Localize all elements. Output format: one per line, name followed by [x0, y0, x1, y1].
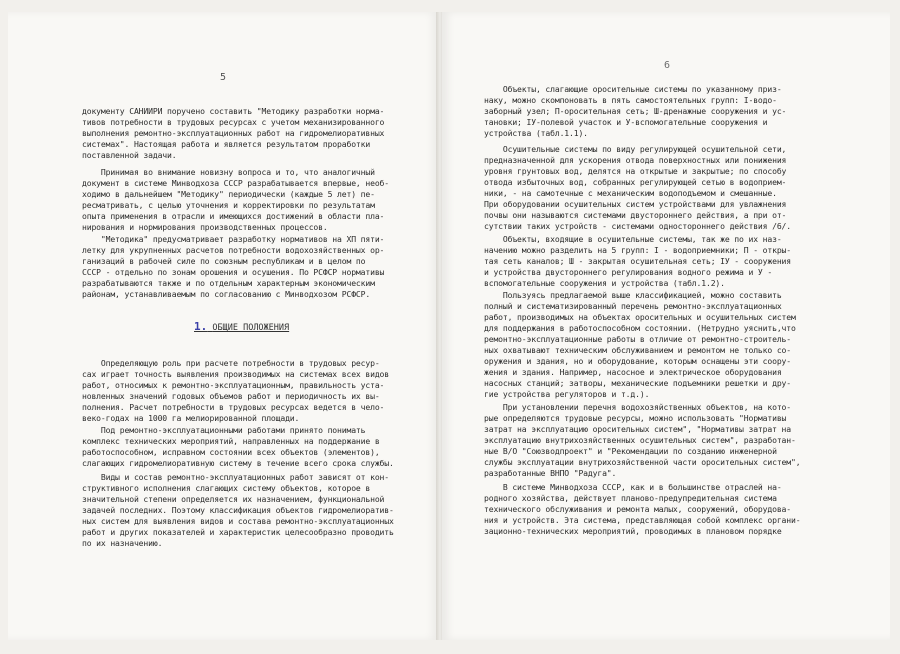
text-line: новленных значений годовых объемов работ и периодичность их вы-: [82, 391, 380, 401]
text-line: полнения. Расчет потребности в трудовых ресурсах ведется в чело-: [82, 402, 385, 412]
left-paragraph-5: [82, 425, 394, 469]
text-line: сутствии таких устройств - системами одностороннего действия /6/.: [484, 221, 791, 231]
text-line: гие устройства регуляторов и т.д.).: [484, 389, 650, 399]
text-line: для поддержания в работоспособном состоянии. (Нетрудно уяснить,что: [484, 323, 796, 333]
text-line: Виды и состав ремонтно-эксплуатационных работ зависят от кон-: [82, 472, 389, 482]
text-line: летку для укрупненных расчетов потребности водохозяйственных ор-: [82, 245, 385, 255]
text-line: слагающих гидромелиоративную систему в течение всего срока службы.: [82, 458, 394, 468]
text-line: Под ремонтно-эксплуатационными работами принято понимать: [82, 425, 366, 435]
text-line: нирования и нормирования производственных процессов.: [82, 222, 328, 232]
text-line: ные В/О "Союзводпроект" и "Рекомендации по созданию инженерной: [484, 446, 777, 456]
section-number: 1.: [194, 320, 208, 333]
text-line: ремонтно-эксплуатационные работы в отличие от ремонтно-строитель-: [484, 334, 791, 344]
text-line: выполнения ремонтно-эксплуатационных работ на гидромелиоративных: [82, 128, 385, 138]
right-paragraph-6: [484, 482, 800, 537]
text-line: почвы они называются системами двустороннего действия, а при от-: [484, 210, 787, 220]
text-line: Определяющую роль при расчете потребности в трудовых ресур-: [82, 358, 380, 368]
section-title: ОБЩИЕ ПОЛОЖЕНИЯ: [212, 323, 290, 333]
text-line: тановки; IУ-полевой участок и У-вспомогательные сооружения и: [484, 117, 768, 127]
left-page-number: 5: [220, 72, 227, 83]
text-line: предназначенной для ускорения отвода поверхностных или понижения: [484, 155, 787, 165]
text-line: эксплуатацию внутрихозяйственных осушительных систем", разработан-: [484, 435, 796, 445]
text-line: технического обслуживания и ремонта малых, сооружений, оборудова-: [484, 504, 791, 514]
left-paragraph-2: [82, 167, 389, 233]
text-line: тивов потребности в трудовых ресурсах с учетом механизированного: [82, 117, 385, 127]
left-paragraph-1: [82, 106, 384, 161]
text-line: опыта применения в отрасли и имеющихся достижений в области пла-: [82, 211, 385, 221]
text-line: ния и устройств. Эта система, представляющая собой комплекс органи-: [484, 515, 801, 525]
text-line: сах играет точность выявления производимых на системах всех видов: [82, 369, 389, 379]
text-line: рые определяются трудовые ресурсы, можно использовать "Нормативы: [484, 413, 787, 423]
text-line: ходимо в дальнейшем "Методику" периодически (каждые 5 лет) пе-: [82, 189, 375, 199]
text-line: оружения и здания, но и оборудование, которым оснащены эти соору-: [484, 356, 791, 366]
text-line: службы эксплуатации внутрихозяйственной части оросительных систем",: [484, 457, 801, 467]
text-line: системах". Настоящая работа и является результатом проработки: [82, 139, 371, 149]
text-line: уровня грунтовых вод, делятся на открытые и закрытые; по способу: [484, 166, 787, 176]
text-line: насосных станций; затворы, механические подъемники решетки и дру-: [484, 378, 791, 388]
text-line: ганизаций в рабочей силе по союзным республикам и в целом по: [82, 256, 366, 266]
text-line: заборный узел; П-оросительная сеть; Ш-дренажные сооружения и ус-: [484, 106, 787, 116]
text-line: тая сеть каналов; Ш - закрытая осушительная сеть; IУ - сооружения: [484, 256, 791, 266]
text-line: работ, производимых на объектах оросительных и осушительных систем: [484, 312, 796, 322]
text-line: документ в системе Минводхоза СССР разрабатывается впервые, необ-: [82, 178, 389, 188]
text-line: Пользуясь предлагаемой выше классификацией, можно составить: [484, 290, 782, 300]
right-paragraph-5: [484, 402, 800, 479]
text-line: полный и систематизированный перечень ремонтно-эксплуатационных: [484, 301, 782, 311]
text-line: Осушительные системы по виду регулирующей осушительной сети,: [484, 144, 787, 154]
right-paragraph-4: [484, 290, 796, 400]
left-paragraph-4: [82, 358, 389, 424]
text-line: ных охватывают техническим обслуживанием и ремонтом не только со-: [484, 345, 791, 355]
text-line: жения и здания. Например, насосное и электрическое оборудования: [484, 367, 782, 377]
text-line: задачей последних. Поэтому классификация объектов гидромелиоратив-: [82, 505, 394, 515]
text-line: и устройства двустороннего регулирования водного режима и У -: [484, 267, 773, 277]
text-line: документу САНИИРИ поручено составить "Методику разработки норма-: [82, 106, 385, 116]
text-line: работ и других показателей и характеристик целесообразно проводить: [82, 527, 394, 537]
text-line: наку, можно скомпоновать в пять самостоятельных групп: I-водо-: [484, 95, 777, 105]
text-line: по их назначению.: [82, 538, 163, 548]
text-line: "Методика" предусматривает разработку нормативов на XП пяти-: [82, 234, 385, 244]
text-line: значительной степени определяется их назначением, функциональной: [82, 494, 385, 504]
left-paragraph-6: [82, 472, 394, 549]
text-line: СССР - отдельно по зонам орошения и осушения. По РСФСР нормативы: [82, 267, 385, 277]
text-line: веко-годах на 1000 га мелиорированной площади.: [82, 413, 300, 423]
right-paragraph-1: [484, 84, 786, 139]
right-paragraph-2: [484, 144, 791, 232]
right-paragraph-3: [484, 234, 791, 289]
right-page: [442, 12, 890, 640]
text-line: разработанные ВНПО "Радуга".: [484, 468, 617, 478]
text-line: ресматривать, с целью уточнения и корректировки по результатам: [82, 200, 375, 210]
text-line: районам, устанавливаемым по согласованию с Минводхозом РСФСР.: [82, 289, 371, 299]
text-line: зационно-технических мероприятий, проводимых в плановом порядке: [484, 526, 782, 536]
right-page-number: 6: [664, 60, 671, 71]
text-line: При установлении перечня водохозяйственных объектов, на кото-: [484, 402, 791, 412]
text-line: В системе Минводхоза СССР, как и в большинстве отраслей на-: [484, 482, 782, 492]
text-line: поставленной задачи.: [82, 150, 177, 160]
text-line: структивного исполнения слагающих систему объектов, которое в: [82, 483, 371, 493]
text-line: Объекты, входящие в осушительные системы, так же по их наз-: [484, 234, 782, 244]
text-line: затрат на эксплуатацию оросительных систем", "Нормативы затрат на: [484, 424, 791, 434]
text-line: работ, относимых к ремонтно-эксплуатационным, правильность уста-: [82, 380, 385, 390]
text-line: Объекты, слагающие оросительные системы по указанному приз-: [484, 84, 782, 94]
text-line: родного хозяйства, действует планово-предупредительная система: [484, 493, 777, 503]
left-paragraph-3: [82, 234, 384, 300]
text-line: вспомогательные сооружения и устройства (табл.1.2).: [484, 278, 725, 288]
text-line: устройства (табл.1.1).: [484, 128, 588, 138]
text-line: работоспособном, исправном состоянии всех объектов (элементов),: [82, 447, 380, 457]
text-line: начению можно разделить на 5 групп: I - водоприемники; П - откры-: [484, 245, 791, 255]
text-line: При оборудовании осушительных систем устройствами для увлажнения: [484, 199, 787, 209]
text-line: отвода избыточных вод, собранных регулирующей сетью в водоприем-: [484, 177, 787, 187]
left-page: [8, 12, 438, 640]
text-line: разрабатываются также и по отдельным характерным экономическим: [82, 278, 375, 288]
text-line: Принимая во внимание новизну вопроса и то, что аналогичный: [82, 167, 375, 177]
text-line: комплекс технических мероприятий, направленных на поддержание в: [82, 436, 380, 446]
text-line: ных систем для выявления видов и состава ремонтно-эксплуатационных: [82, 516, 394, 526]
text-line: ники, - на самотечные с механическим водоподъемом и смешанные.: [484, 188, 777, 198]
section-heading: [194, 320, 289, 333]
